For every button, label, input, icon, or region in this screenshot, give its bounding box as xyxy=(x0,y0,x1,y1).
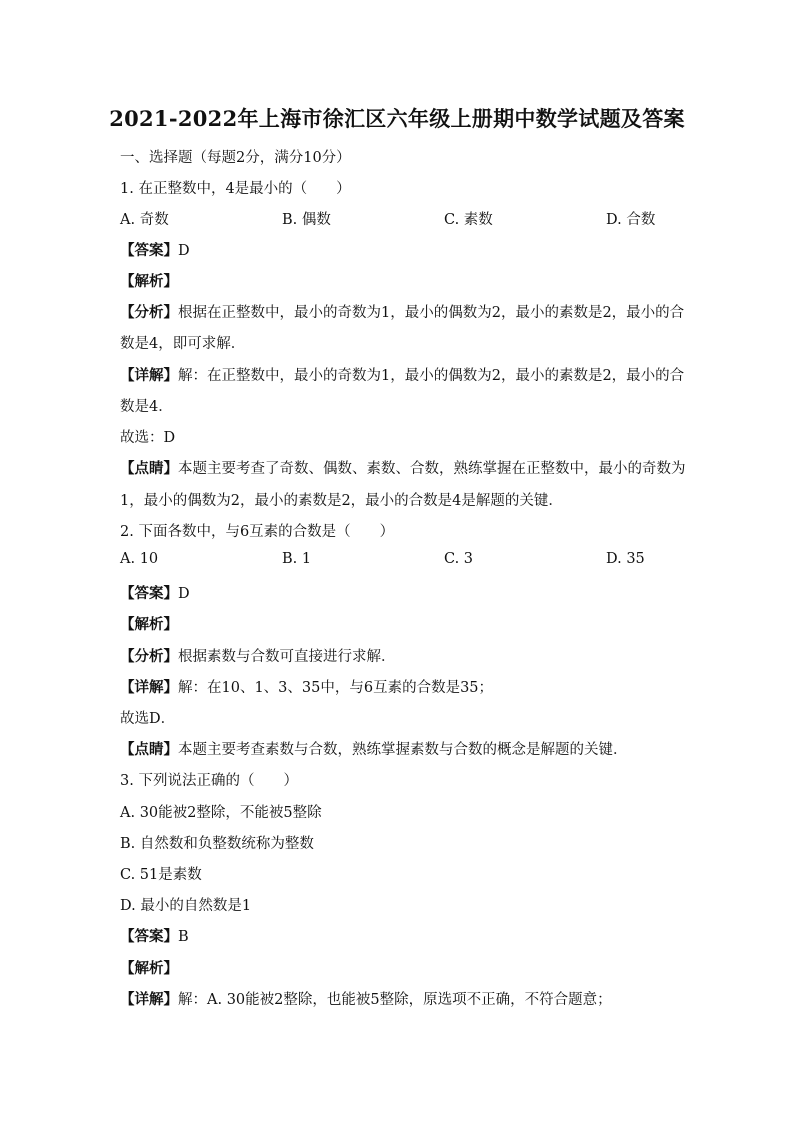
question-2-stem: 2. 下面各数中，与6互素的合数是（ ） xyxy=(120,524,395,540)
q3-option-b: B. 自然数和负整数统称为整数 xyxy=(120,836,314,852)
fenxi-tag: 【分析】 xyxy=(120,304,178,321)
q1-option-c: C. 素数 xyxy=(444,212,493,228)
q2-fenxi-line xyxy=(120,645,396,666)
q1-choose: 故选：D xyxy=(120,430,176,446)
q2-fenxi-text: 根据素数与合数可直接进行求解． xyxy=(178,649,396,665)
answer-tag: 【答案】 xyxy=(120,585,178,602)
q2-answer xyxy=(120,582,190,603)
q1-analysis-tag xyxy=(120,270,178,291)
comment-tag: 【点睛】 xyxy=(120,741,178,758)
q2-comment-text: 本题主要考查素数与合数，熟练掌握素数与合数的概念是解题的关键． xyxy=(178,742,628,758)
q1-answer xyxy=(120,239,190,260)
q1-fenxi-line-1 xyxy=(120,301,684,322)
analysis-tag: 【解析】 xyxy=(120,273,178,290)
q2-option-a: A. 10 xyxy=(120,551,159,567)
q1-detail-line-2: 数是4． xyxy=(120,399,173,415)
q1-comment-line-2: 1，最小的偶数为2，最小的素数是2，最小的合数是4是解题的关键． xyxy=(120,493,563,509)
q3-option-d: D. 最小的自然数是1 xyxy=(120,898,252,914)
q1-option-b: B. 偶数 xyxy=(282,212,331,228)
question-1-options xyxy=(120,208,680,228)
section-heading: 一、选择题（每题2分，满分10分） xyxy=(120,150,351,166)
q2-choose: 故选D． xyxy=(120,711,176,727)
q1-option-d: D. 合数 xyxy=(606,212,656,228)
q3-detail-line xyxy=(120,988,612,1009)
q2-detail-text: 解：在10、1、3、35中，与6互素的合数是35； xyxy=(178,680,494,696)
q2-option-c: C. 3 xyxy=(444,551,474,567)
q2-option-d: D. 35 xyxy=(606,551,645,567)
q2-detail-line xyxy=(120,676,493,697)
q1-option-a: A. 奇数 xyxy=(120,212,169,228)
answer-tag: 【答案】 xyxy=(120,928,178,945)
q1-comment-line-1 xyxy=(120,457,686,478)
analysis-tag: 【解析】 xyxy=(120,616,178,633)
q3-option-c: C. 51是素数 xyxy=(120,867,202,883)
q3-answer-value: B xyxy=(178,929,189,945)
q1-comment-text-1: 本题主要考查了奇数、偶数、素数、合数，熟练掌握在正整数中，最小的奇数为 xyxy=(178,461,686,477)
detail-tag: 【详解】 xyxy=(120,679,178,696)
q1-detail-line-1 xyxy=(120,364,684,385)
q3-option-a: A. 30能被2整除，不能被5整除 xyxy=(120,805,322,821)
q3-detail-text: 解：A. 30能被2整除，也能被5整除，原选项不正确，不符合题意； xyxy=(178,992,612,1008)
question-1-stem: 1. 在正整数中，4是最小的（ ） xyxy=(120,181,351,197)
analysis-tag: 【解析】 xyxy=(120,960,178,977)
q3-analysis-tag xyxy=(120,957,178,978)
fenxi-tag: 【分析】 xyxy=(120,648,178,665)
detail-tag: 【详解】 xyxy=(120,367,178,384)
page-title: 2021-2022年上海市徐汇区六年级上册期中数学试题及答案 xyxy=(109,106,685,131)
question-2-options xyxy=(120,551,680,571)
q2-answer-value: D xyxy=(178,586,190,602)
question-3-stem: 3. 下列说法正确的（ ） xyxy=(120,773,298,789)
detail-tag: 【详解】 xyxy=(120,991,178,1008)
q3-answer xyxy=(120,925,189,946)
q2-analysis-tag xyxy=(120,613,178,634)
comment-tag: 【点睛】 xyxy=(120,460,178,477)
q1-answer-value: D xyxy=(178,243,190,259)
q2-option-b: B. 1 xyxy=(282,551,312,567)
answer-tag: 【答案】 xyxy=(120,242,178,259)
q1-fenxi-line-2: 数是4，即可求解． xyxy=(120,336,246,352)
q1-detail-text-1: 解：在正整数中，最小的奇数为1，最小的偶数为2，最小的素数是2，最小的合 xyxy=(178,368,685,384)
q1-fenxi-text-1: 根据在正整数中，最小的奇数为1，最小的偶数为2，最小的素数是2，最小的合 xyxy=(178,305,685,321)
q2-comment-line xyxy=(120,738,628,759)
